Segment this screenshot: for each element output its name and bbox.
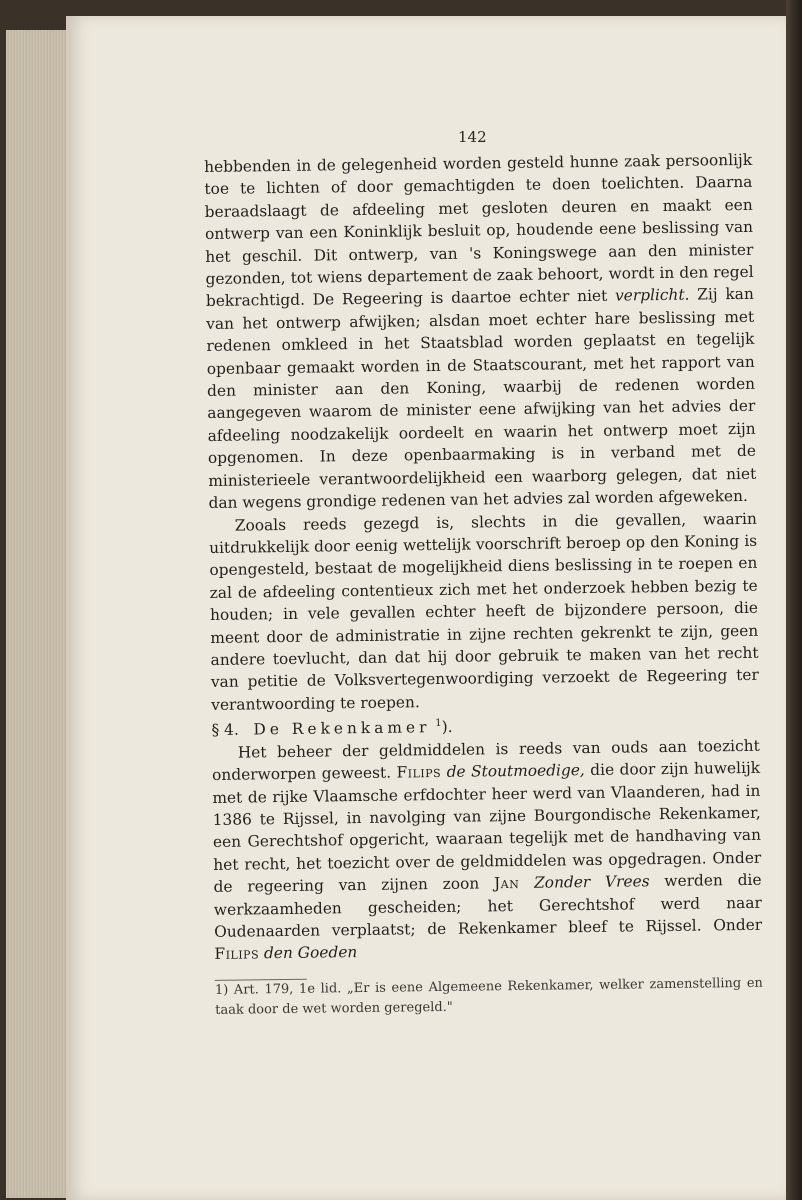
paragraph-1 xyxy=(204,149,757,515)
footnote-ref: 1 xyxy=(435,718,442,730)
paragraph-2: Zooals reeds gezegd is, slechts in die gevallen, waarin uitdrukkelijk door eenig wettelijk voorschrift beroep op den Koning is opengesteld, bestaat de mogelijkheid diens beslissing in te roepen en zal de afdeeling contentieux zich met het onderzoek hebben bezig te houden; in vele gevallen echter heeft de bijzondere persoon, die meent door de administratie in zijne rechten gekrenkt te zijn, geen andere toevlucht, dan dat hij door gebruik te maken van het recht van petitie de Volksvertegenwoordiging verzoekt de Regeering ter verantwoording te roepen. xyxy=(209,509,759,714)
body-text xyxy=(204,149,763,1021)
paragraph-1-text: hebbenden in de gelegenheid worden gesteld hunne zaak persoonlijk toe te lichten of door gemachtigden te doen toelichten. Daarna beraadslaagt de afdeeling met gesloten deuren en maakt een ontwerp van een Koninklijk besluit op, houdende eene beslissing van het geschil. Dit ontwerp, van 's Koningswege aan den minister gezonden, tot wiens departement de zaak behoort, wordt in den regel bekrachtigd. De Regeering is daartoe echter niet xyxy=(204,150,754,311)
emphasis-stoutmoedige: de Stoutmoedige, xyxy=(446,761,585,781)
section-title: De Rekenkamer xyxy=(253,718,431,739)
paragraph-1-rest: Zij kan van het ontwerp afwijken; alsdan moet echter hare beslissing met redenen omkleed in het Staatsblad worden geplaatst en tegelijk openbaar gemaakt worden in de Staatscourant, met het rapport van den minister aan den Koning, waarbij de redenen worden aangegeven waarom de minister eene afwijking van het advies der afdeeling noodzakelijk oordeelt en waarin het ontwerp moet zijn opgenomen. In deze openbaarmaking is in verband met de ministerieele verantwoordelijkheid een waarborg gelegen, dat niet dan wegens grondige redenen van het advies zal worden afgeweken. xyxy=(206,285,757,513)
book-page-edges xyxy=(6,30,72,1198)
emphasis-zonder-vrees: Zonder Vrees xyxy=(533,872,650,892)
book-binding-edge xyxy=(786,0,802,1200)
section-number: § 4. xyxy=(211,720,239,740)
footnote: 1) Art. 179, 1e lid. „Er is eene Algemeene Rekenkamer, welker zamenstelling en taak door de wet worden geregeld." xyxy=(214,975,763,1018)
name-filips-2: Filips xyxy=(214,944,260,964)
paragraph-3-part-2: die door zijn huwelijk met de rijke Vlaamsche erfdochter heer werd van Vlaanderen, had in 1386 te Rijssel, in navolging van zijne Bourgondische Rekenkamer, een Gerechtshof opgericht, waaraan tegelijk met de handhaving van het recht, het toezicht over de geldmiddelen was opgedragen. Onder de regeering van zijnen zoon xyxy=(212,758,762,897)
name-filips-1: Filips xyxy=(396,763,442,782)
page-number: 142 xyxy=(458,128,487,146)
paragraph-3-part-3: werden die werkzaamheden gescheiden; het Gerechtshof werd naar Oudenaarden verplaatst; de Rekenkamer bleef te Rijssel. Onder xyxy=(213,870,763,941)
paragraph-3-part-1: Het beheer der geldmiddelen is reeds van ouds aan toezicht onderworpen geweest. xyxy=(211,736,760,785)
paragraph-3 xyxy=(212,734,763,965)
emphasis-verplicht: verplicht. xyxy=(614,286,690,306)
section-close: ). xyxy=(441,718,453,737)
name-jan: Jan xyxy=(493,874,520,893)
emphasis-den-goeden: den Goeden xyxy=(263,943,358,963)
